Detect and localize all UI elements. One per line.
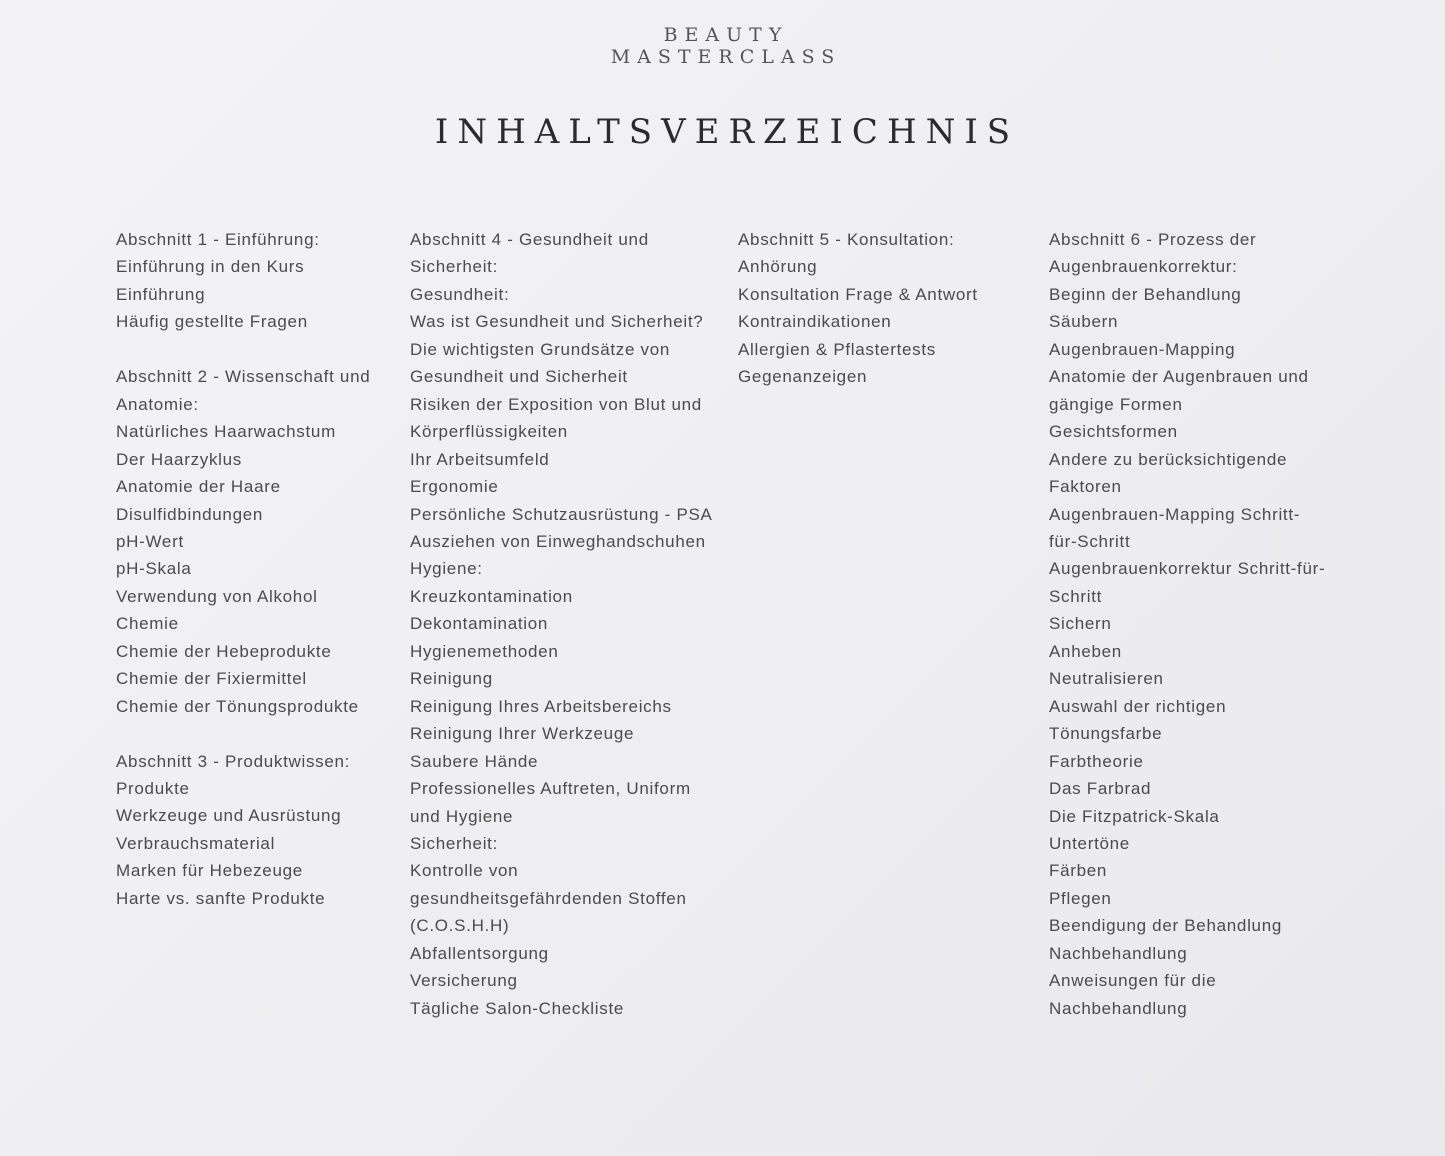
toc-section-heading: Abschnitt 1 - Einführung: xyxy=(116,230,320,249)
toc-entry: Nachbehandlung xyxy=(1049,998,1188,1018)
toc-entry: Augenbrauen-Mapping xyxy=(1049,339,1236,359)
toc-entry: und Hygiene xyxy=(410,806,514,826)
toc-entry: Was ist Gesundheit und Sicherheit? xyxy=(410,312,704,332)
toc-entry: Kreuzkontamination xyxy=(410,586,573,606)
toc-entry: Konsultation Frage & Antwort xyxy=(738,284,978,304)
toc-entry: Farbtheorie xyxy=(1049,751,1144,771)
toc-entry: Gesundheit: xyxy=(410,284,510,304)
section-spacer xyxy=(116,336,391,363)
toc-entry: Disulfidbindungen xyxy=(116,504,264,524)
toc-entry: Augenbrauen-Mapping Schritt- xyxy=(1049,504,1301,524)
brand-line-1: BEAUTY xyxy=(663,24,789,46)
page-title: INHALTSVERZEICHNIS xyxy=(434,112,1020,152)
toc-entry: Nachbehandlung xyxy=(1049,943,1188,963)
toc-entry: Anhörung xyxy=(738,257,818,277)
toc-entry: Ausziehen von Einweghandschuhen xyxy=(410,531,706,551)
toc-section-heading: Abschnitt 3 - Produktwissen: xyxy=(116,751,351,771)
toc-entry: Anatomie der Haare xyxy=(116,477,281,497)
toc-entry: Kontrolle von xyxy=(410,861,519,881)
toc-entry: Anheben xyxy=(1049,641,1122,661)
toc-entry: Chemie der Tönungsprodukte xyxy=(116,696,359,716)
toc-entry: Säubern xyxy=(1049,312,1119,332)
toc-entry: Chemie xyxy=(116,614,179,634)
toc-entry: Sicherheit: xyxy=(410,257,499,277)
toc-entry: Hygiene: xyxy=(410,559,483,579)
toc-section-heading: Abschnitt 5 - Konsultation: xyxy=(738,230,955,249)
toc-entry: Gesichtsformen xyxy=(1049,422,1178,442)
toc-entry: Augenbrauenkorrektur: xyxy=(1049,257,1238,277)
toc-entry: Versicherung xyxy=(410,971,518,991)
toc-entry: Färben xyxy=(1049,861,1108,881)
toc-entry: Gesundheit und Sicherheit xyxy=(410,367,628,387)
toc-entry: Ihr Arbeitsumfeld xyxy=(410,449,550,469)
toc-entry: Tönungsfarbe xyxy=(1049,724,1163,744)
toc-column-2 xyxy=(410,226,720,1022)
toc-entry: Marken für Hebezeuge xyxy=(116,861,303,881)
toc-entry: Pflegen xyxy=(1049,888,1112,908)
toc-entry: Reinigung xyxy=(410,669,493,689)
toc-entry: Augenbrauenkorrektur Schritt-für- xyxy=(1049,559,1326,579)
toc-entry: Reinigung Ihres Arbeitsbereichs xyxy=(410,696,672,716)
toc-column-3 xyxy=(738,226,1028,391)
toc-entry: Das Farbrad xyxy=(1049,779,1152,799)
toc-entry: Produkte xyxy=(116,779,190,799)
toc-entry: Hygienemethoden xyxy=(410,641,559,661)
toc-entry: Allergien & Pflastertests xyxy=(738,339,936,359)
toc-entry: Beginn der Behandlung xyxy=(1049,284,1242,304)
toc-entry: Faktoren xyxy=(1049,477,1122,497)
toc-entry: Kontraindikationen xyxy=(738,312,892,332)
brand-logo xyxy=(0,24,1445,68)
toc-entry: Andere zu berücksichtigende xyxy=(1049,449,1288,469)
toc-entry: Einführung xyxy=(116,284,206,304)
toc-entry: Anweisungen für die xyxy=(1049,971,1217,991)
toc-entry: Reinigung Ihrer Werkzeuge xyxy=(410,724,635,744)
toc-entry: Risiken der Exposition von Blut und xyxy=(410,394,702,414)
toc-entry: Persönliche Schutzausrüstung - PSA xyxy=(410,504,713,524)
toc-entry: Harte vs. sanfte Produkte xyxy=(116,888,326,908)
toc-entry: Die wichtigsten Grundsätze von xyxy=(410,339,671,359)
toc-entry: pH-Skala xyxy=(116,559,192,579)
toc-section-heading: Abschnitt 4 - Gesundheit und xyxy=(410,230,649,249)
toc-column-4 xyxy=(1049,226,1349,1022)
toc-entry: (C.O.S.H.H) xyxy=(410,916,510,936)
toc-entry: Gegenanzeigen xyxy=(738,367,868,387)
toc-entry: Verbrauchsmaterial xyxy=(116,833,276,853)
toc-entry: Der Haarzyklus xyxy=(116,449,242,469)
toc-entry: Auswahl der richtigen xyxy=(1049,696,1227,716)
toc-entry: gängige Formen xyxy=(1049,394,1183,414)
toc-entry: für-Schritt xyxy=(1049,531,1131,551)
toc-entry: Werkzeuge und Ausrüstung xyxy=(116,806,342,826)
toc-entry: Natürliches Haarwachstum xyxy=(116,422,336,442)
toc-entry: Chemie der Fixiermittel xyxy=(116,669,307,689)
toc-entry: Neutralisieren xyxy=(1049,669,1164,689)
toc-entry: Untertöne xyxy=(1049,833,1130,853)
toc-section-heading: Abschnitt 6 - Prozess der xyxy=(1049,230,1257,249)
toc-entry: Anatomie: xyxy=(116,394,199,414)
toc-entry: Beendigung der Behandlung xyxy=(1049,916,1283,936)
toc-entry: Häufig gestellte Fragen xyxy=(116,312,308,332)
toc-entry: gesundheitsgefährdenden Stoffen xyxy=(410,888,687,908)
toc-entry: Chemie der Hebeprodukte xyxy=(116,641,332,661)
toc-entry: pH-Wert xyxy=(116,531,184,551)
toc-entry: Die Fitzpatrick-Skala xyxy=(1049,806,1220,826)
toc-entry: Saubere Hände xyxy=(410,751,539,771)
toc-entry: Anatomie der Augenbrauen und xyxy=(1049,367,1309,387)
section-spacer xyxy=(116,720,391,747)
toc-entry: Abfallentsorgung xyxy=(410,943,549,963)
toc-section-heading: Abschnitt 2 - Wissenschaft und xyxy=(116,367,371,387)
toc-entry: Tägliche Salon-Checkliste xyxy=(410,998,625,1018)
toc-entry: Sicherheit: xyxy=(410,833,499,853)
brand-line-2: MASTERCLASS xyxy=(610,46,842,68)
toc-entry: Schritt xyxy=(1049,586,1103,606)
toc-entry: Körperflüssigkeiten xyxy=(410,422,568,442)
toc-column-1 xyxy=(116,226,391,912)
toc-entry: Einführung in den Kurs xyxy=(116,257,305,277)
toc-entry: Dekontamination xyxy=(410,614,549,634)
toc-entry: Verwendung von Alkohol xyxy=(116,586,318,606)
toc-entry: Ergonomie xyxy=(410,477,499,497)
toc-entry: Sichern xyxy=(1049,614,1112,634)
toc-entry: Professionelles Auftreten, Uniform xyxy=(410,779,691,799)
